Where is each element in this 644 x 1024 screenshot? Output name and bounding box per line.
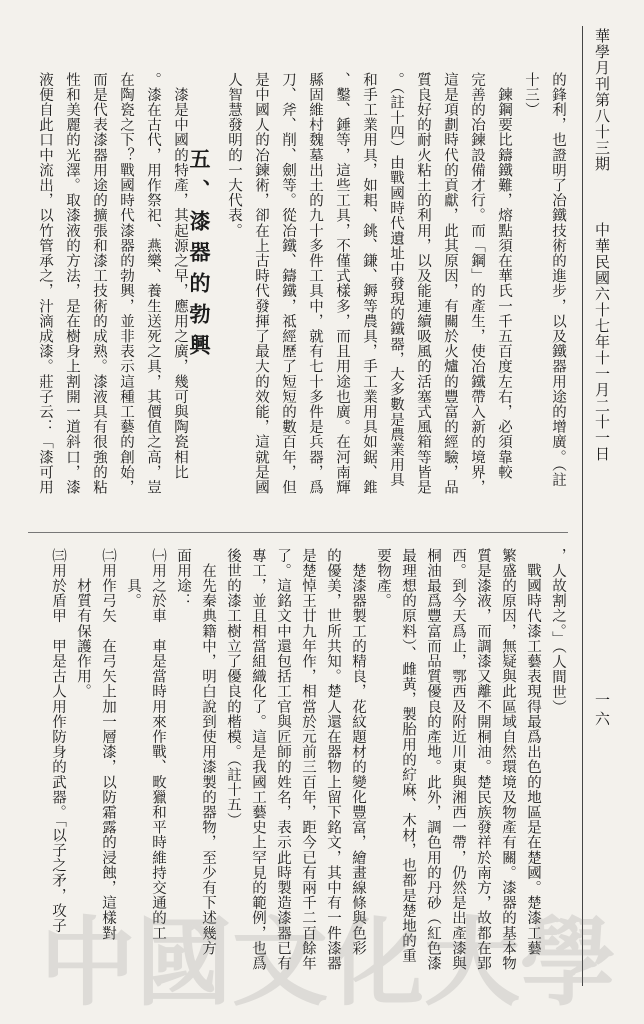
text-column: 鍊鋼要比鑄鐵難，熔點須在華氏一千五百度左右，必須靠較 — [496, 72, 512, 480]
text-column: 是中國人的冶鍊術，卻在上古時代發揮了最大的效能，這就是國 — [253, 72, 269, 495]
text-column: ，人故割之。」（人間世） — [550, 548, 566, 715]
text-column: 要物產。 — [375, 548, 391, 609]
text-column: 和手工業用具，如耜、銚、鎌、鎒等農具，手工業用具如鋸、錐 — [361, 72, 377, 495]
text-column: 後世的漆工樹立了優良的楷模。（註十五） — [225, 548, 241, 828]
text-column: 而是代表漆器用途的擴張和漆工技術的成熟。漆液具有很強的粘 — [91, 72, 107, 495]
text-column: 人智慧發明的一大代表。 — [226, 72, 242, 239]
text-column: 最理想的原料）、雌黃，製胎用的紵麻、木材，也都是楚地的重 — [400, 548, 416, 964]
text-column: 這是項劃時代的貢獻，此其原因，有關於火爐的豐富的經驗，品 — [442, 72, 458, 495]
watermark-char: 化 — [328, 906, 424, 1019]
text-column: 西。到今天爲止，鄂西及附近川東與湘西一帶，仍然是出產漆與 — [450, 548, 466, 971]
text-column: 戰國時代漆工藝表現得最爲出色的地區是在楚國。楚漆工藝 — [525, 548, 541, 956]
text-column: 漆是中國的特產，其起源之早，應用之廣，幾可與陶瓷相比 — [172, 72, 188, 480]
text-column: 在先秦典籍中，明白說到使用漆製的器物，至少有下述幾方 — [200, 548, 216, 956]
list-item: ㈠用之於車 車是當時用來作戰、畋獵和平時維持交通的工 — [150, 548, 166, 941]
text-column: 是楚悼王廿九年作，相當於元前三百年，距今已有兩千二百餘年 — [300, 548, 316, 971]
list-item-continuation: 材質有保護作用。 — [75, 548, 91, 699]
list-item: ㈡用作弓矢 在弓矢上加一層漆，以防霜露的浸蝕，這樣對 — [100, 548, 116, 941]
text-column: 刀、斧、削、劍等。從冶鐵、鑄鐵，祗經歷了短短的數百年，但 — [280, 72, 296, 495]
watermark-char: 文 — [232, 906, 328, 1019]
watermark-char: 大 — [424, 906, 520, 1019]
watermark-char: 中 — [40, 906, 136, 1019]
text-column: 楚漆器製工的精良，花紋題材的變化豐富，繪畫線條與色彩 — [350, 548, 366, 956]
list-item: ㈢用於盾甲 甲是古人用作防身的武器。「以子之矛，攻子 — [50, 548, 66, 934]
issue-date: 中華民國六十七年十一月二十一日 — [593, 222, 611, 462]
text-column: 的鋒利，也證明了冶鐵技術的進步，以及鐵器用途的增廣。（註 — [550, 72, 566, 488]
text-column: 的優美，世所共知。楚人還在器物上留下銘文，其中有一件漆器 — [325, 548, 341, 971]
list-item-continuation: 具。 — [125, 548, 141, 609]
text-column: 十三） — [523, 72, 539, 118]
text-column: 液便自此口中流出，以竹管承之，汁滴成漆。莊子云：「漆可用 — [37, 72, 53, 495]
watermark-char: 國 — [136, 906, 232, 1019]
text-column: 在陶瓷之下？戰國時代漆器的勃興，並非表示這種工藝的創始， — [118, 72, 134, 495]
text-column: 了。這銘文中還包括工官與匠師的姓名，表示此時製造漆器已有 — [275, 548, 291, 971]
section-title: 五、漆器的勃興 — [187, 148, 212, 365]
text-column: 。（註十四）由戰國時代遺址中發現的鐵器，大多數是農業用具 — [388, 72, 404, 488]
text-column: 桐油最爲豐富而品質優良的產地。此外，調色用的丹砂（紅色漆 — [425, 548, 441, 971]
block-divider — [28, 532, 568, 533]
header-divider — [582, 26, 583, 986]
text-column: 完善的冶鍊設備才行。而「鋼」的產生，使冶鐵帶入新的境界， — [469, 72, 485, 495]
text-column: 。漆在古代，用作祭祀、燕樂、養生送死之具，其價值之高，豈 — [145, 72, 161, 495]
text-column: 面用途： — [175, 548, 191, 609]
text-column: 質是漆液，而調漆又離不開桐油。楚民族發祥於南方，故都在郢 — [475, 548, 491, 971]
text-column: 專工，並且相當組織化了。這是我國工藝史上罕見的範例，也爲 — [250, 548, 266, 971]
journal-title: 華學月刊第八十三期 — [593, 28, 611, 172]
watermark-char: 學 — [520, 906, 616, 1019]
page-number: 一六 — [593, 692, 611, 730]
text-column: 、鑿、錘等，這些工具，不僅式樣多，而且用途也廣。在河南輝 — [334, 72, 350, 495]
text-column: 縣固維村魏墓出土的九十多件工具中，就有七十多件是兵器，爲 — [307, 72, 323, 495]
text-column: 質良好的耐火粘土的利用，以及能連續吸風的活塞式風箱等皆是 — [415, 72, 431, 495]
text-column: 繁盛的原因，無疑與此區域自然環境及物產有關。漆器的基本物 — [500, 548, 516, 971]
text-column: 性和美麗的光澤。取漆液的方法，是在樹身上割開一道斜口，漆 — [64, 72, 80, 495]
